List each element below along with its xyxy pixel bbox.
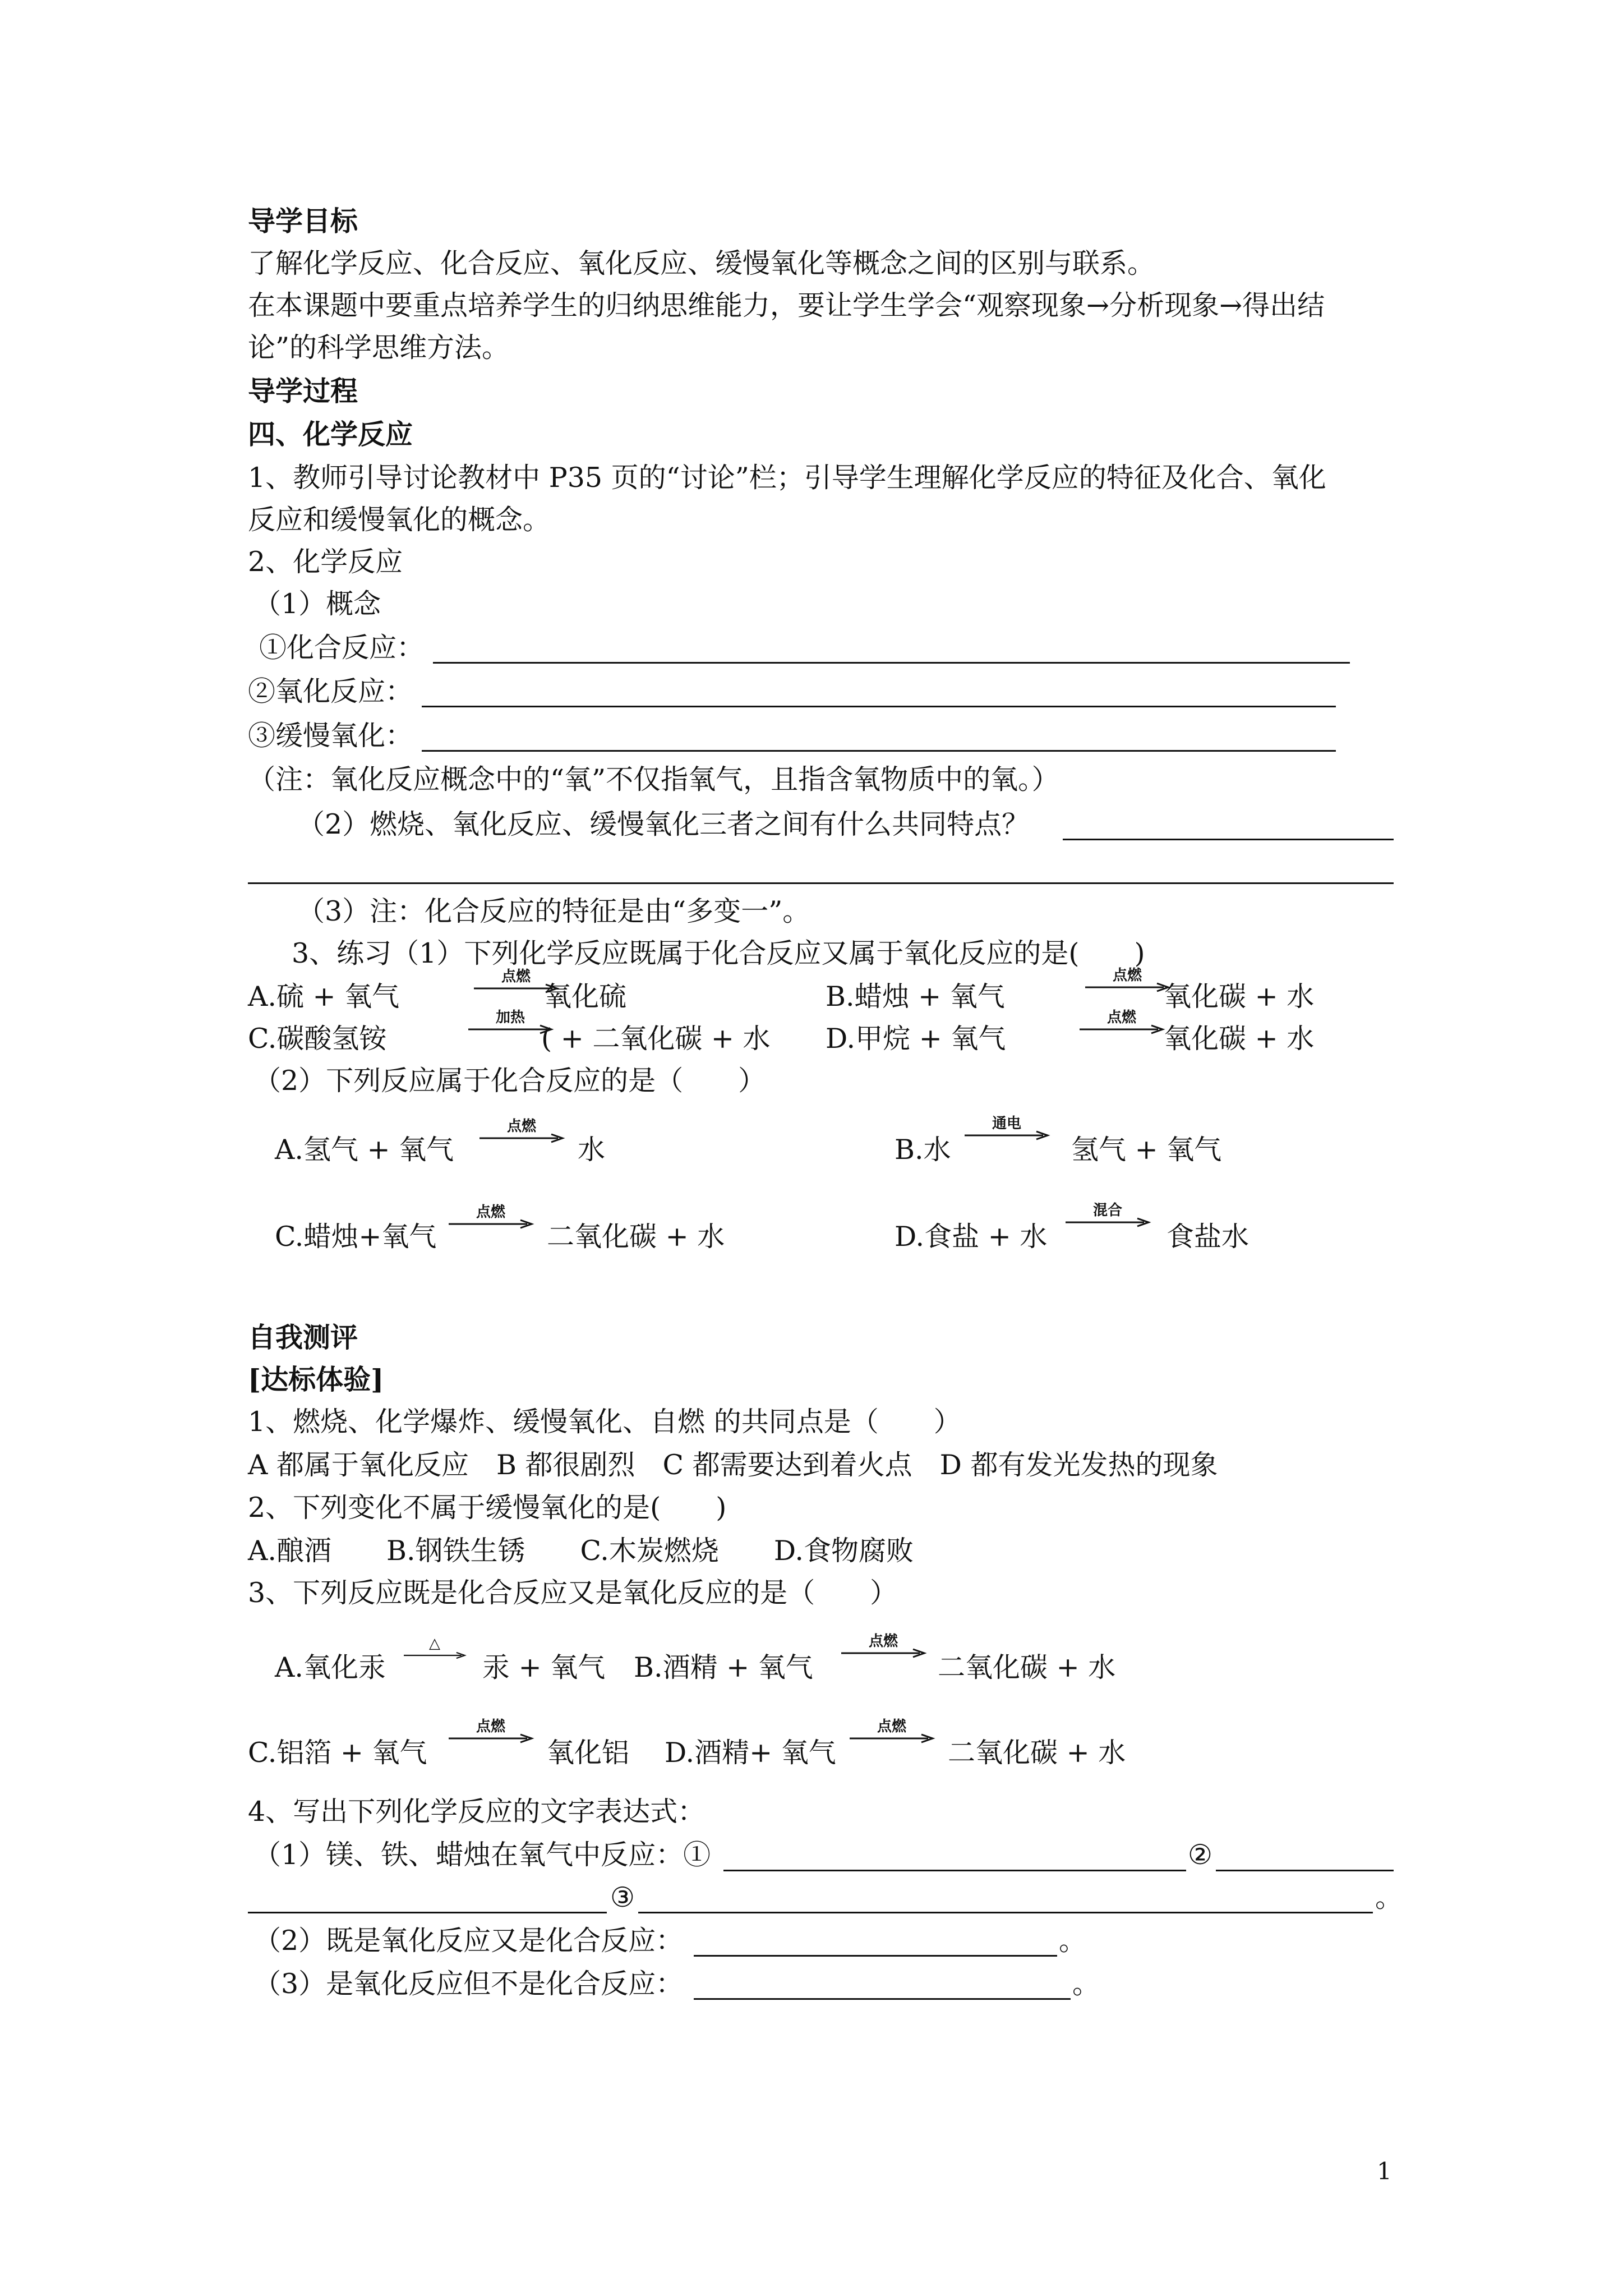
concept-slow-oxidation-label: ③缓慢氧化：	[248, 720, 413, 752]
exercise-1-title: 3、练习（1）下列化学反应既属于化合反应又属于氧化反应的是( )	[292, 937, 1145, 969]
exercise-2-option-d-left: D.食盐 + 水	[895, 1221, 1048, 1253]
exercise-1-option-d-left: D.甲烷 + 氧气	[826, 1023, 1006, 1055]
test-3-option-c-right: 氧化铝	[547, 1737, 630, 1769]
test-4-1-marker-2: ②	[1188, 1839, 1212, 1871]
exercise-2-option-c-right: 二氧化碳 + 水	[547, 1221, 725, 1253]
test-4-3-blank[interactable]	[694, 1998, 1071, 2000]
exercise-1-option-a-left: A.硫 + 氧气	[248, 981, 400, 1013]
test-3-option-a-right: 汞 + 氧气	[482, 1651, 606, 1683]
test-4-1-blank-2-cont[interactable]	[248, 1912, 607, 1913]
concept-combination-blank[interactable]	[433, 662, 1350, 664]
exercise-1-option-c-left: C.碳酸氢铵	[248, 1023, 387, 1055]
test-4-2-blank[interactable]	[694, 1955, 1057, 1957]
arrow-ignite: 点燃	[479, 1119, 564, 1145]
exercise-2-option-a-left: A.氢气 + 氧气	[275, 1134, 454, 1166]
arrow-ignite: 点燃	[841, 1634, 925, 1660]
goal-text-2b: 论”的科学思维方法。	[248, 332, 510, 364]
test-4: 4、写出下列化学反应的文字表达式：	[248, 1796, 706, 1828]
test-3-option-b-left: B.酒精 + 氧气	[634, 1651, 813, 1683]
test-4-3-period: 。	[1072, 1968, 1100, 2000]
concept-combination-label: ①化合反应：	[259, 632, 425, 664]
para-2: 2、化学反应	[248, 546, 403, 578]
arrow-ignite: 点燃	[1085, 968, 1169, 994]
test-4-2-label: （2）既是氧化反应又是化合反应：	[253, 1925, 684, 1957]
goal-text-2: 在本课题中要重点培养学生的归纳思维能力，要让学生学会“观察现象→分析现象→得出结	[248, 289, 1325, 321]
test-4-1-blank-3[interactable]	[638, 1912, 1373, 1913]
arrow-mix: 混合	[1066, 1203, 1150, 1229]
test-3-option-c-left: C.铝箔 + 氧气	[248, 1737, 427, 1769]
heading-standard-check: [达标体验]	[248, 1363, 384, 1396]
note: （注：氧化反应概念中的“氧”不仅指氧气，且指含氧物质中的氧。）	[248, 763, 1059, 795]
exercise-2-option-b-left: B.水	[895, 1134, 951, 1166]
test-3: 3、下列反应既是化合反应又是氧化反应的是（ ）	[248, 1577, 898, 1609]
test-4-1-marker-3: ③	[610, 1881, 635, 1913]
arrow-ignite: 点燃	[474, 969, 558, 995]
heading-goal: 导学目标	[248, 205, 358, 237]
question-3: （3）注：化合反应的特征是由“多变一”。	[297, 895, 810, 927]
question-2-blank[interactable]	[1063, 839, 1394, 840]
test-4-2-period: 。	[1059, 1925, 1087, 1957]
test-3-option-d-right: 二氧化碳 + 水	[948, 1737, 1126, 1769]
page-number: 1	[1377, 2157, 1392, 2185]
concept-oxidation-label: ②氧化反应：	[248, 675, 413, 707]
heading-process: 导学过程	[248, 375, 358, 407]
exercise-2-option-b-right: 氢气 + 氧气	[1071, 1134, 1222, 1166]
concept-oxidation-blank[interactable]	[422, 706, 1336, 707]
para-1a: 1、教师引导讨论教材中 P35 页的“讨论”栏；引导学生理解化学反应的特征及化合、氧化	[248, 462, 1326, 494]
test-4-1-blank-1[interactable]	[723, 1870, 1186, 1871]
arrow-ignite: 点燃	[449, 1719, 533, 1745]
test-2: 2、下列变化不属于缓慢氧化的是( )	[248, 1492, 727, 1524]
test-4-1-label: （1）镁、铁、蜡烛在氧气中反应：①	[253, 1839, 711, 1871]
exercise-2-title: （2）下列反应属于化合反应的是（ ）	[253, 1065, 766, 1097]
exercise-1-option-a-right: 氧化硫	[544, 981, 627, 1013]
exercise-1-option-b-right: 氧化碳 + 水	[1164, 981, 1315, 1013]
test-3-option-a-left: A.氧化汞	[275, 1651, 386, 1683]
test-1: 1、燃烧、化学爆炸、缓慢氧化、自燃 的共同点是（ ）	[248, 1406, 961, 1438]
exercise-1-option-b-left: B.蜡烛 + 氧气	[826, 981, 1005, 1013]
test-4-1-period: 。	[1375, 1881, 1403, 1913]
exercise-2-option-a-right: 水	[578, 1134, 606, 1166]
test-3-option-d-left: D.酒精+ 氧气	[665, 1737, 836, 1769]
question-2: （2）燃烧、氧化反应、缓慢氧化三者之间有什么共同特点？	[297, 808, 1030, 840]
exercise-1-option-d-right: 氧化碳 + 水	[1164, 1023, 1315, 1055]
test-3-option-b-right: 二氧化碳 + 水	[938, 1651, 1116, 1683]
para-1b: 反应和缓慢氧化的概念。	[248, 504, 551, 536]
arrow-heat-delta: △	[404, 1636, 488, 1662]
test-4-1-blank-2[interactable]	[1216, 1870, 1394, 1871]
heading-section-4: 四、化学反应	[248, 418, 413, 450]
arrow-ignite: 点燃	[1080, 1010, 1164, 1036]
exercise-1-option-c-right: ( + 二氧化碳 + 水	[541, 1023, 771, 1055]
arrow-electrolysis: 通电	[965, 1116, 1049, 1142]
test-1-options: A 都属于氧化反应 B 都很剧烈 C 都需要达到着火点 D 都有发光发热的现象	[248, 1449, 1218, 1481]
exercise-2-option-c-left: C.蜡烛+氧气	[275, 1221, 437, 1253]
test-4-3-label: （3）是氧化反应但不是化合反应：	[253, 1968, 684, 2000]
exercise-2-option-d-right: 食盐水	[1166, 1221, 1249, 1253]
goal-text-1: 了解化学反应、化合反应、氧化反应、缓慢氧化等概念之间的区别与联系。	[248, 247, 1155, 279]
test-2-options: A.酿酒 B.钢铁生锈 C.木炭燃烧 D.食物腐败	[248, 1535, 914, 1567]
question-2-blank-line2[interactable]	[248, 882, 1394, 884]
para-2-1: （1）概念	[253, 588, 381, 620]
arrow-heat: 加热	[468, 1010, 552, 1036]
arrow-ignite: 点燃	[850, 1719, 934, 1745]
arrow-ignite: 点燃	[449, 1205, 533, 1231]
heading-self-assessment: 自我测评	[248, 1321, 358, 1354]
concept-slow-oxidation-blank[interactable]	[422, 750, 1336, 752]
